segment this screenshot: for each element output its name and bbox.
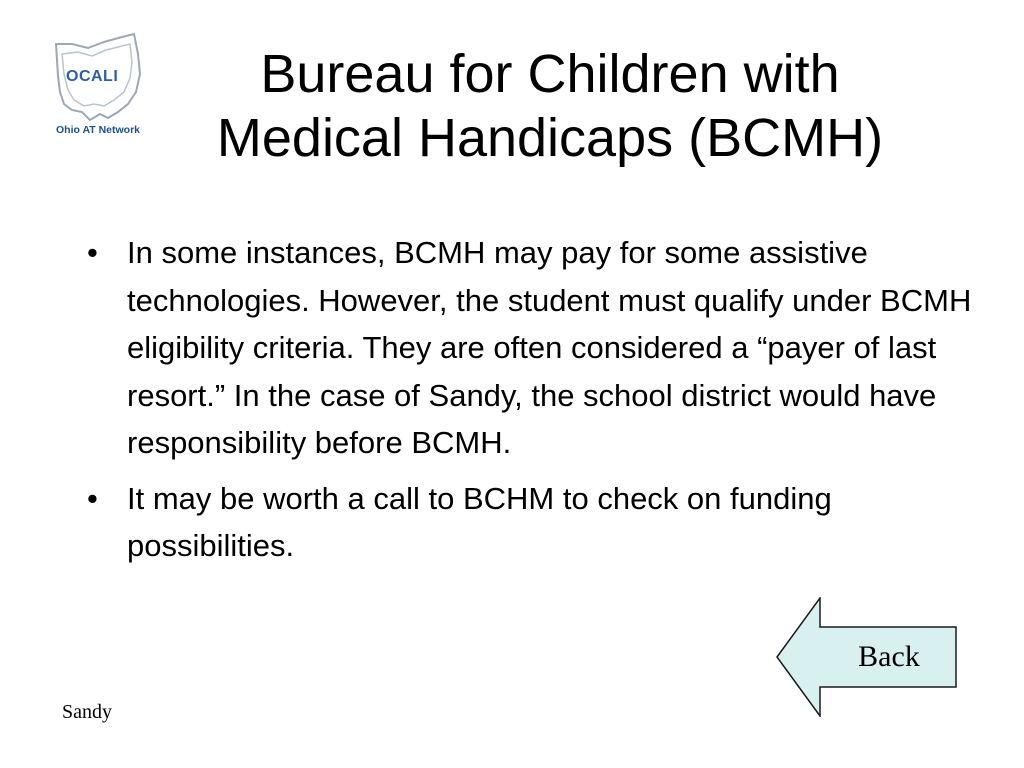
list-item [82,229,982,467]
logo-caption: Ohio AT Network [56,124,140,136]
title-line-2: Medical Handicaps (BCMH) [216,108,884,168]
back-button-label: Back [858,640,920,673]
page-title [120,42,980,170]
list-item [82,475,982,570]
bullet-marker: • [87,235,98,270]
bullet-text: It may be worth a call to BCHM to check on funding possibilities. [127,480,832,563]
title-line-1: Bureau for Children with [260,44,840,104]
bullet-marker: • [87,480,98,516]
back-button[interactable] [776,597,958,717]
logo-org-name: OCALI [66,68,119,85]
bullet-text: In some instances, BCMH may pay for some assistive technologies. However, the student must qualify under BCMH eligibility criteria. They are often considered a “payer of last resort.” In the case of Sandy, the school district would have responsibility before BCMH. [127,235,972,460]
footer-label: Sandy [62,701,112,723]
bullet-list [82,229,982,578]
